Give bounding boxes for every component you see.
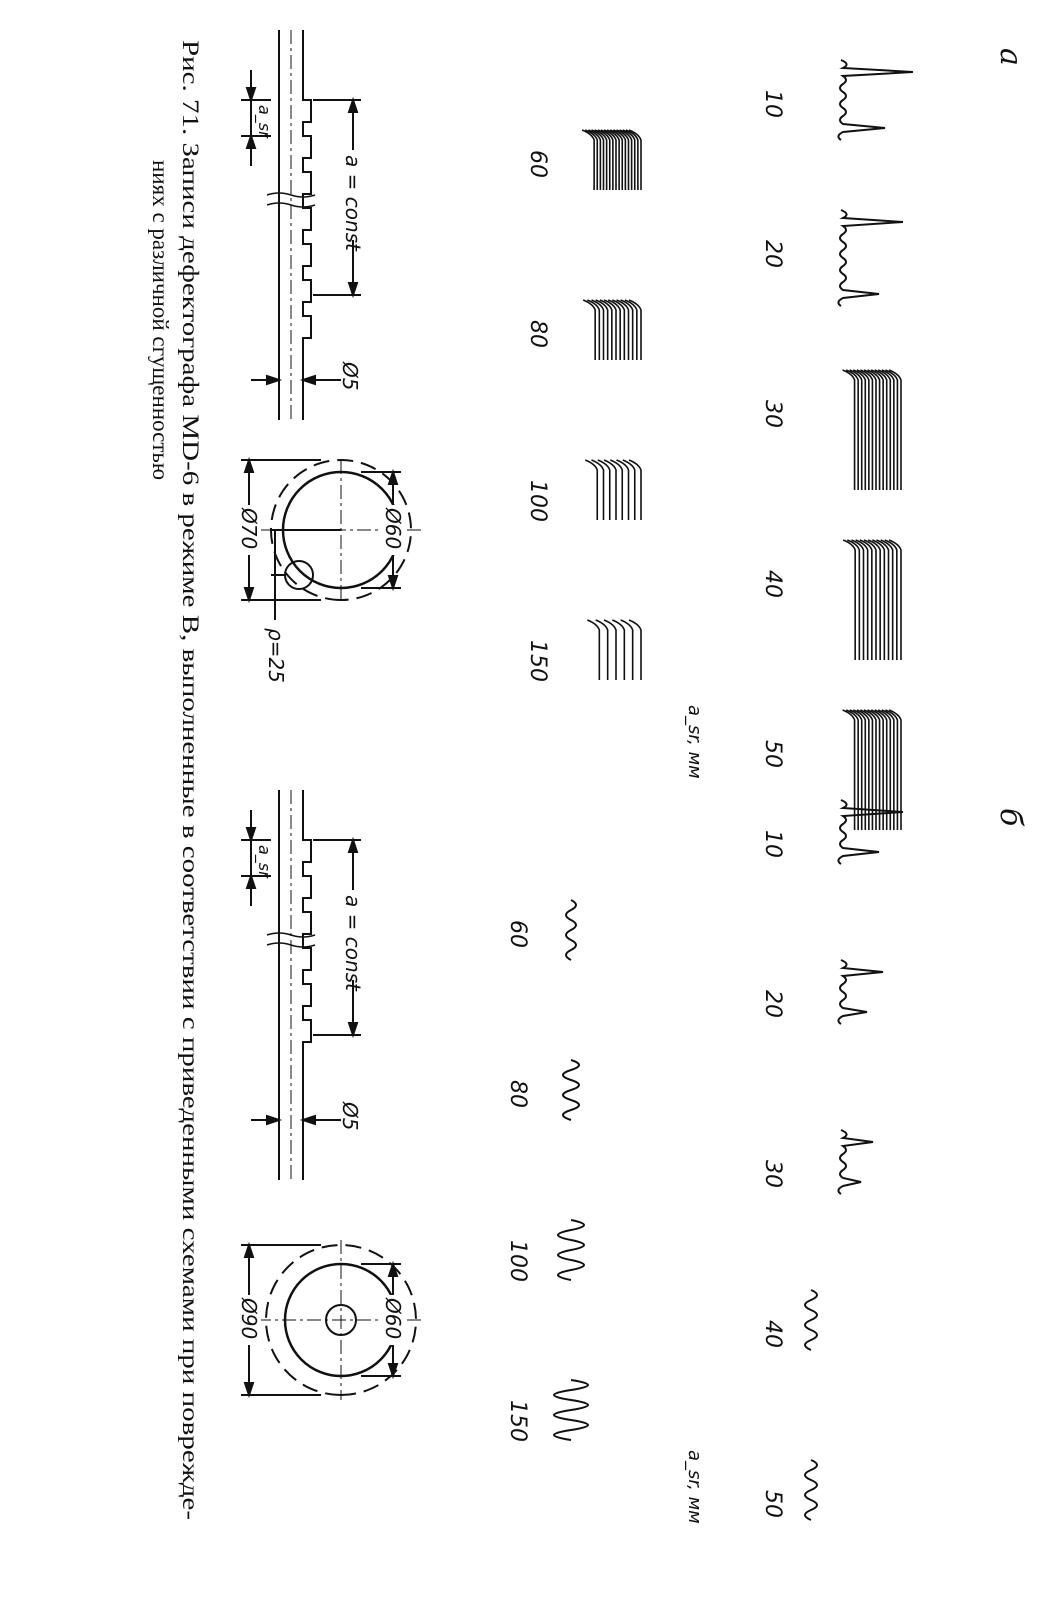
trace-line: [843, 370, 855, 490]
trace-line: [846, 370, 858, 490]
trace-line: [872, 540, 884, 660]
panel-a-row1-value: 30: [760, 400, 785, 428]
trace-line: [852, 540, 864, 660]
trace-line: [805, 1460, 817, 1520]
trace-line: [554, 1380, 588, 1440]
panel-b-row1-value: 50: [760, 1490, 785, 1518]
panel-a-letter: a: [993, 48, 1028, 66]
trace-line: [621, 620, 633, 680]
panel-b-circle-schematic: [237, 1240, 421, 1400]
trace-line: [596, 300, 608, 360]
panel-a-rod-schematic: [241, 30, 366, 420]
trace-line: [563, 1060, 579, 1120]
trace-line: [629, 300, 641, 360]
trace-line: [877, 540, 889, 660]
trace-line: [583, 300, 595, 360]
trace-line: [838, 60, 913, 140]
panel-a-row1-value: 10: [760, 90, 785, 118]
dim-asr-label: a_sr: [255, 845, 274, 878]
trace-line: [600, 300, 612, 360]
trace-line: [856, 540, 868, 660]
trace-line: [838, 210, 903, 306]
panel-a-row1-value: 50: [760, 740, 785, 768]
trace-line: [625, 300, 637, 360]
panel-b-row1-value: 30: [760, 1160, 785, 1188]
trace-line: [805, 1290, 817, 1350]
panel-a-circle-schematic: [237, 460, 421, 683]
panel-a-row1-value: 40: [760, 570, 785, 598]
dim-rho-label: ρ=25: [264, 628, 288, 683]
trace-line: [860, 540, 872, 660]
dim-d5-label: Ø5: [338, 1102, 362, 1131]
trace-line: [617, 300, 629, 360]
trace-line: [587, 620, 599, 680]
panel-b-row2-value: 60: [505, 920, 530, 948]
trace-line: [889, 540, 901, 660]
trace-line: [838, 1130, 873, 1194]
trace-line: [838, 960, 883, 1024]
trace-line: [585, 460, 597, 520]
panel-b-row1-value: 20: [760, 990, 785, 1018]
trace-line: [582, 130, 594, 190]
trace-line: [612, 620, 624, 680]
panel-a-row2-value: 60: [525, 150, 550, 178]
panel-b-row2-value: 80: [505, 1080, 530, 1108]
panel-a-unit-label: a_sr, мм: [684, 705, 705, 779]
trace-line: [604, 300, 616, 360]
dim-d5-label: Ø5: [338, 362, 362, 391]
trace-line: [847, 540, 859, 660]
dim-d70-label: Ø70: [237, 508, 261, 550]
panel-a-row1-value: 20: [760, 240, 785, 268]
trace-line: [585, 130, 597, 190]
trace-line: [596, 620, 608, 680]
dim-asr-label: a_sr: [255, 105, 274, 138]
trace-line: [566, 900, 576, 960]
trace-line: [604, 620, 616, 680]
panel-b-row1-value: 10: [760, 830, 785, 858]
trace-line: [629, 620, 641, 680]
dim-d60-label: Ø60: [381, 1298, 405, 1340]
panel-b-rod-schematic: [241, 790, 366, 1180]
dim-a-label: a = const: [341, 155, 365, 251]
panel-a-row2-value: 150: [525, 640, 550, 682]
trace-line: [592, 300, 604, 360]
trace-line: [843, 540, 855, 660]
panel-b-row1-value: 40: [760, 1320, 785, 1348]
trace-line: [587, 300, 599, 360]
figure-caption-line-1: Рис. 71. Записи дефектографа MD-6 в режиме В, выполненные в соответствии с приведенными схемами при поврежде-: [178, 40, 203, 1215]
trace-line: [558, 1220, 584, 1280]
trace-line: [850, 370, 862, 490]
panel-a-row2-value: 100: [525, 480, 550, 522]
panel-a-row2-value: 80: [525, 320, 550, 348]
trace-line: [864, 540, 876, 660]
trace-line: [881, 540, 893, 660]
panel-b-row2-value: 150: [505, 1400, 530, 1442]
trace-line: [608, 300, 620, 360]
dim-d90-label: Ø90: [237, 1298, 261, 1340]
trace-line: [846, 710, 858, 830]
rod-section-circle: [285, 561, 313, 589]
rod-outline-top: [303, 30, 311, 420]
panel-b-row2-value: 100: [505, 1240, 530, 1282]
trace-line: [850, 710, 862, 830]
trace-line: [868, 540, 880, 660]
dim-a-label: a = const: [341, 895, 365, 991]
trace-line: [843, 710, 855, 830]
dim-d60-label: Ø60: [381, 508, 405, 550]
trace-line: [885, 540, 897, 660]
figure-caption-line-2: ниях с различной сгущенностью: [148, 160, 173, 481]
panel-b-unit-label: a_sr, мм: [684, 1450, 705, 1524]
trace-line: [612, 300, 624, 360]
panel-b-letter: б: [993, 808, 1028, 827]
trace-line: [621, 300, 633, 360]
